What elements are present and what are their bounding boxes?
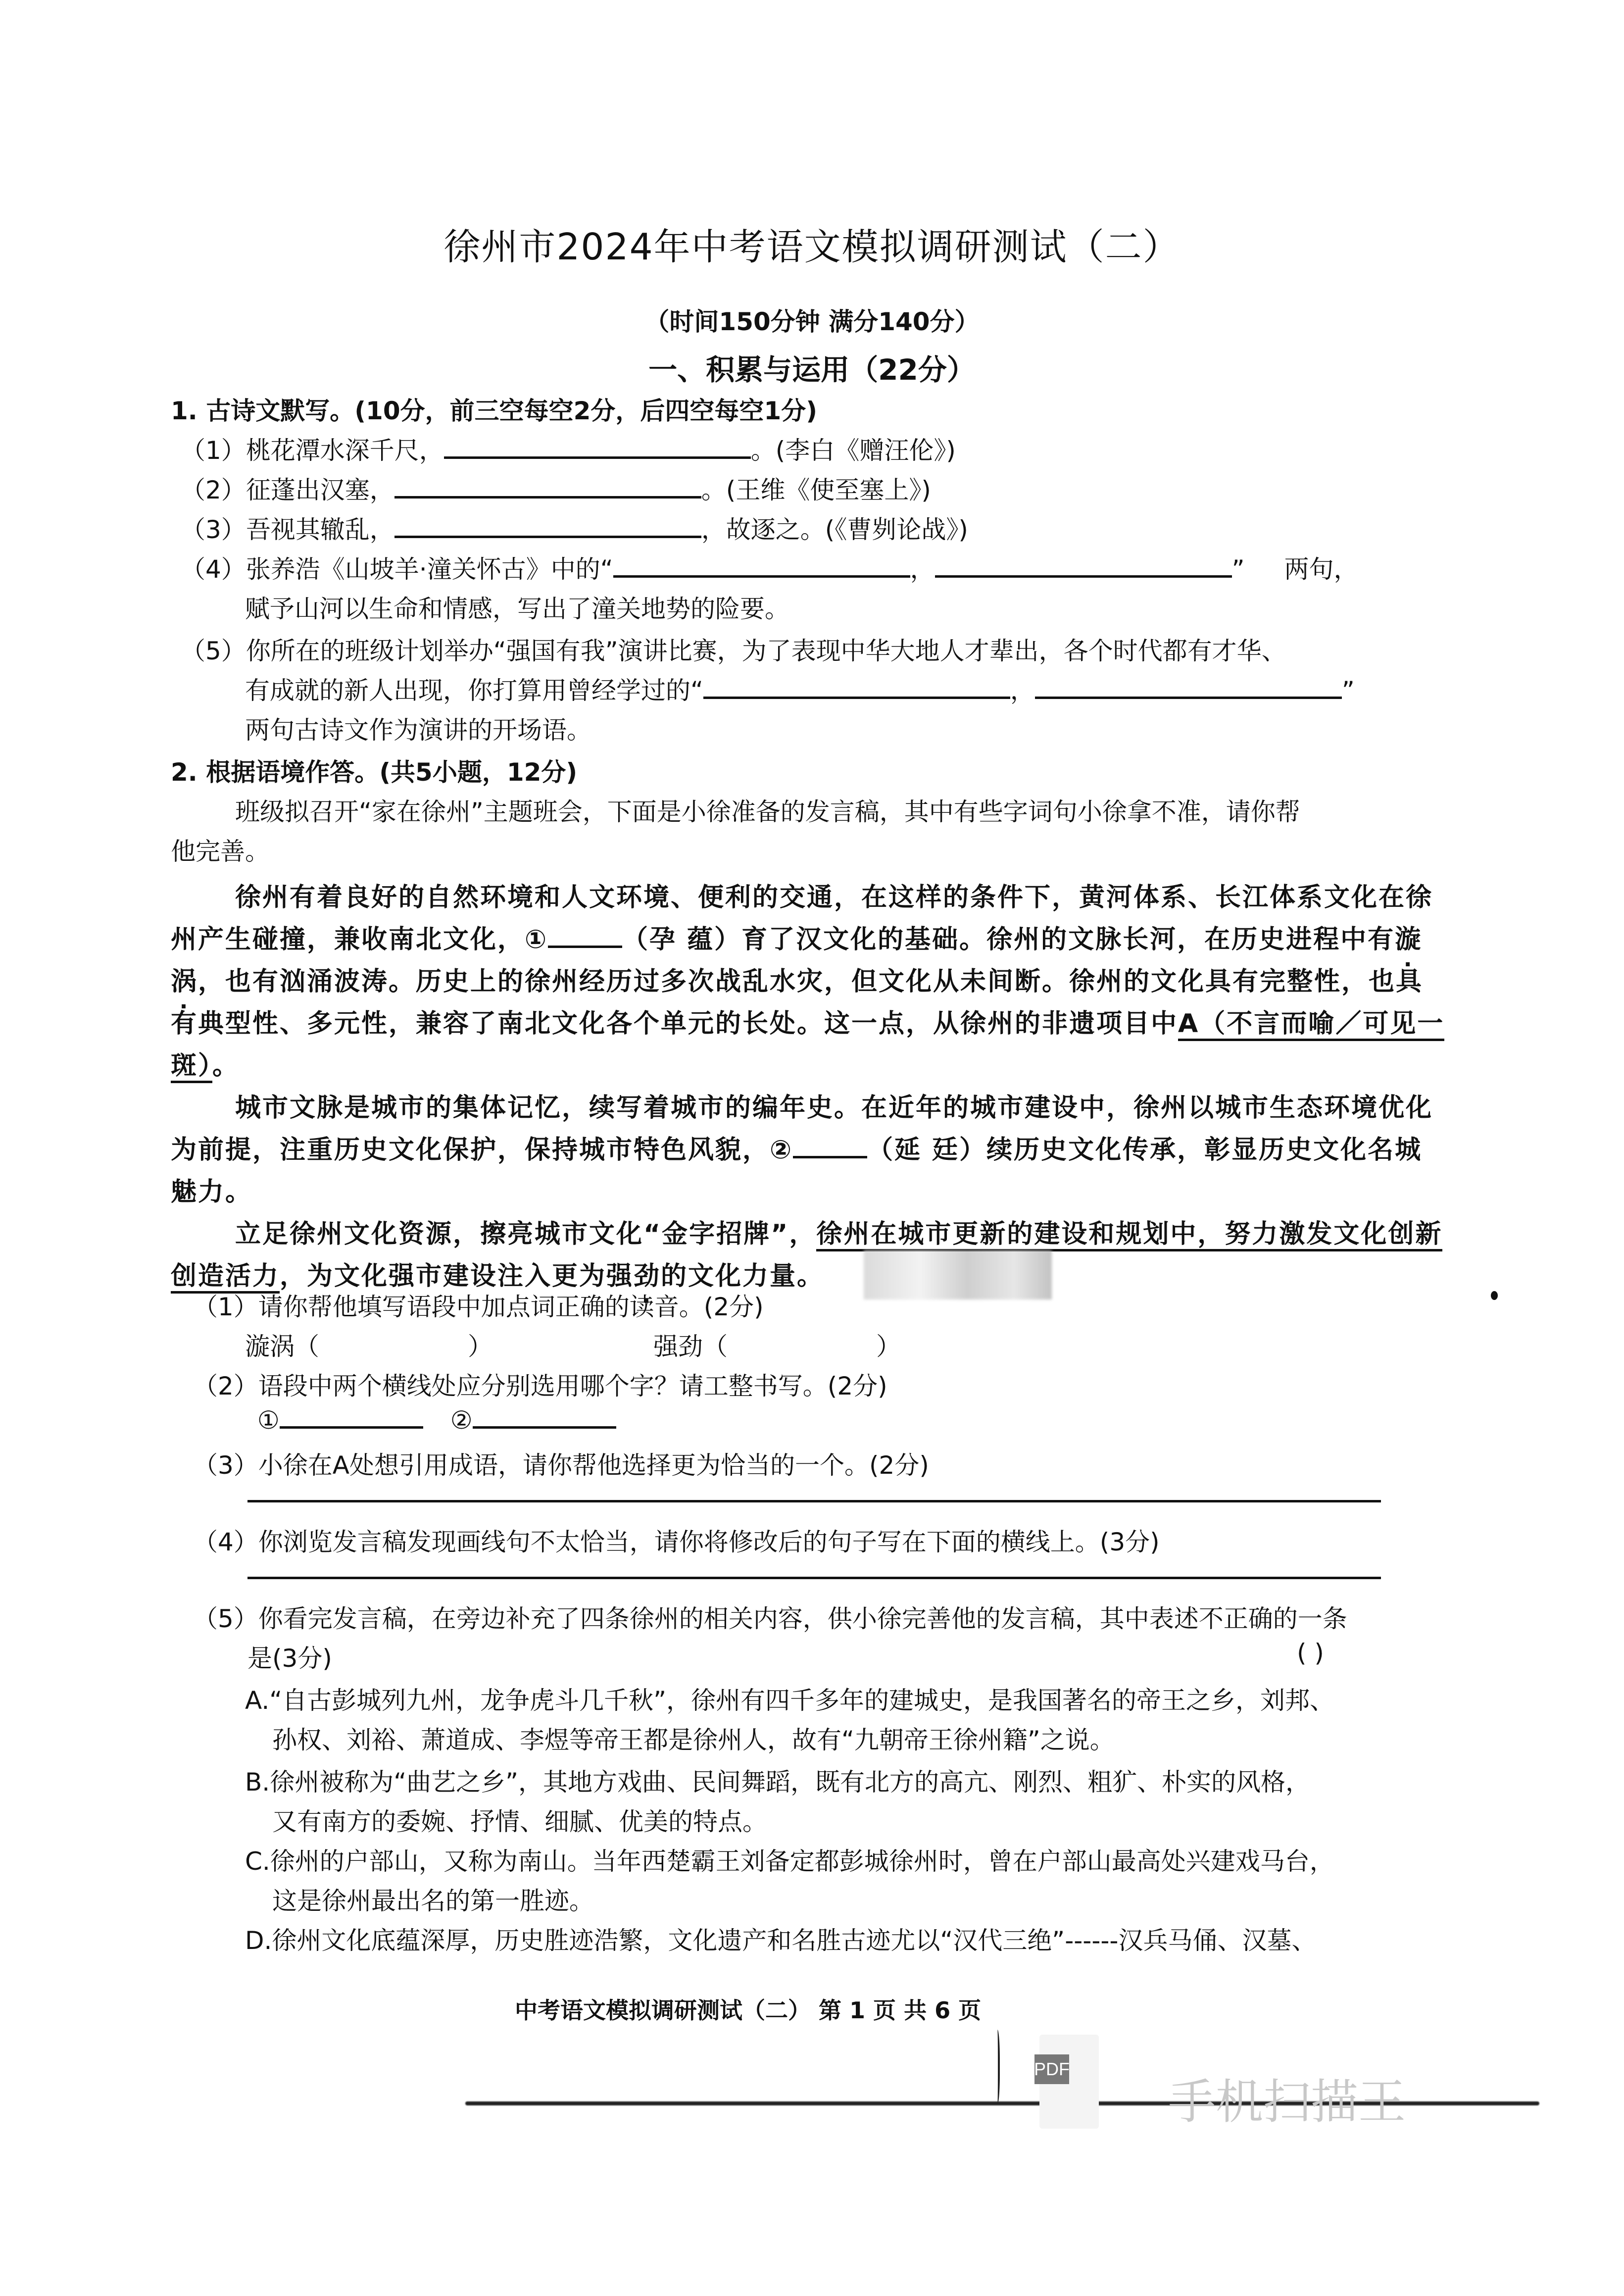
scan-fold-mark [994,2030,1000,2104]
underlined-choice: 斑） [171,1051,212,1083]
page-footer: 中考语文模拟调研测试（二） 第 1 页 共 6 页 [515,1997,982,2024]
passage-text: 。 [212,1051,240,1081]
passage-p2-l2 [171,1129,1422,1166]
quote-close: ” [1231,555,1245,584]
option-b: B.徐州被称为“曲艺之乡”，其地方戏曲、民间舞蹈，既有北方的高亢、刚烈、粗犷、朴实的风格， [245,1768,1310,1797]
underlined-sentence: 创造活力 [171,1261,280,1294]
q1-item-4-cont: 赋予山河以生命和情感，写出了潼关地势的险要。 [245,595,789,623]
item-number: （2） [181,476,246,504]
q1-item-2 [181,470,931,506]
passage-p1-l3 [171,960,1423,998]
passage-text: 立足徐州文化资源，擦亮城市文化“金字招牌”， [235,1219,817,1249]
answer-line-sub3[interactable] [247,1500,1381,1502]
passage-text: 的文化力量。 [661,1261,825,1291]
option-c: C.徐州的户部山，又称为南山。当年西楚霸王刘备定都彭城徐州时，曾在户部山最高处兴建戏马台， [245,1847,1334,1876]
answer-blank[interactable] [935,555,1232,578]
item-text: 吾视其辙乱， [246,515,394,544]
answer-label: 漩涡（ [245,1332,319,1361]
passage-text: （延 廷）续历史文化传承，彰显历史文化名城 [867,1135,1423,1165]
item-text: 你所在的班级计划举办“强国有我”演讲比赛，为了表现中华大地人才辈出，各个时代都有才华、 [246,637,1286,665]
separator: ， [1010,676,1035,705]
q2-sub1-answer-a [245,1327,492,1362]
q1-item-5-line3: 两句古诗文作为演讲的开场语。 [245,716,591,745]
exam-subtitle: （时间150分钟 满分140分） [644,307,980,336]
q1-item-5-line2 [245,671,1355,706]
dotted-char: 漩 [1395,925,1423,954]
exam-title: 徐州市2024年中考语文模拟调研测试（二） [443,226,1181,268]
dotted-char: 涡 [171,967,198,997]
passage-p3-l2 [171,1255,824,1292]
answer-blank[interactable] [394,476,701,499]
q2-sub5: （5）你看完发言稿，在旁边补充了四条徐州的相关内容，供小徐完善他的发言稿，其中表述不正确的一条 [193,1604,1347,1633]
pdf-badge-icon: PDF [1034,2054,1069,2084]
option-a: A.“自古彭城列九州，龙争虎斗几千秋”，徐州有四千多年的建城史，是我国著名的帝王之乡，刘邦、 [245,1686,1335,1715]
item-number: （1） [181,436,246,465]
underlined-sentence: 徐州在城市更新的建设和规划中，努力激发文化创新 [816,1219,1442,1251]
q1-item-4 [181,549,1359,585]
q2-sub1-answer-b [653,1327,901,1362]
answer-blank[interactable] [444,437,751,459]
passage-text: （孕 蕴）育了汉文化的基础。徐州的文脉长河，在历史进程中有 [622,925,1395,954]
answer-label: ① [257,1406,280,1435]
q2-sub5-line2: 是(3分) [247,1644,332,1673]
q2-intro-line2: 他完善。 [171,837,270,866]
answer-blank[interactable] [613,555,910,578]
passage-p1-l1: 徐州有着良好的自然环境和人文环境、便利的交通，在这样的条件下，黄河体系、长江体系文化在徐 [235,883,1433,912]
dotted-char: 劲 [634,1261,661,1291]
item-text: 征蓬出汉塞， [246,476,394,504]
passage-p1-l5 [171,1045,240,1082]
answer-label: ② [450,1406,473,1435]
q2-sub3: （3）小徐在A处想引用成语，请你帮他选择更为恰当的一个。(2分) [193,1451,929,1480]
answer-line-sub4[interactable] [247,1577,1381,1579]
scanner-watermark: 手机扫描王 [1168,2074,1406,2130]
option-a-cont: 孙权、刘裕、萧道成、李煜等帝王都是徐州人，故有“九朝帝王徐州籍”之说。 [272,1726,1115,1754]
item-text: 张养浩《山坡羊·潼关怀古》中的“ [246,555,613,584]
passage-p2-l1: 城市文脉是城市的集体记忆，续写着城市的编年史。在近年的城市建设中，徐州以城市生态环境优化 [235,1093,1433,1123]
item-text: 桃花潭水深千尺， [246,436,444,465]
q1-heading: 1. 古诗文默写。(10分，前三空每空2分，后四空每空1分) [171,397,818,425]
q2-sub1: （1）请你帮他填写语段中加点词正确的读音。(2分) [193,1293,764,1321]
item-number: （4） [181,555,246,584]
item-source: 。(王维《使至塞上》) [701,476,931,504]
choice-answer-bracket[interactable]: ( ) [1297,1639,1324,1667]
answer-blank[interactable] [1035,677,1342,699]
q2-sub2-answers [257,1406,616,1435]
item-number: （5） [181,637,246,665]
passage-p2-l3: 魅力。 [171,1177,253,1207]
q2-heading: 2. 根据语境作答。(共5小题，12分) [171,758,578,787]
section-title: 一、积累与运用（22分） [648,353,976,387]
passage-text: ，也有汹涌波涛。历史上的徐州经历过多次战乱水灾，但文化从未间断。徐州的文化具有完整性，也具 [198,967,1424,997]
answer-close: ） [468,1332,492,1361]
q2-intro-line1: 班级拟召开“家在徐州”主题班会，下面是小徐准备的发言稿，其中有些字词句小徐拿不准，请你帮 [235,798,1300,826]
fill-blank-1[interactable] [548,926,622,948]
passage-text: 为前提，注重历史文化保护，保持城市特色风貌，② [171,1135,793,1165]
passage-text: 有典型性、多元性，兼容了南北文化各个单元的长处。这一点，从徐州的非遗项目中 [171,1009,1179,1039]
item-tail: 两句， [1284,555,1359,584]
q1-item-1 [181,431,956,466]
answer-blank[interactable] [394,516,701,538]
passage-text: 州产生碰撞，兼收南北文化，① [171,925,548,954]
underlined-choice: A（不言而喻／可见一 [1178,1009,1444,1041]
answer-blank[interactable] [703,677,1010,699]
q2-sub2: （2）语段中两个横线处应分别选用哪个字？请工整书写。(2分) [193,1372,887,1400]
passage-p1-l4 [171,1002,1444,1040]
passage-text: ，为文化强市建设注入更为强 [280,1261,634,1291]
item-number: （3） [181,515,246,544]
item-source: ，故逐之。(《曹刿论战》) [701,515,968,544]
char-blank-1[interactable] [280,1406,423,1429]
option-b-cont: 又有南方的委婉、抒情、细腻、优美的特点。 [272,1807,767,1836]
q1-item-3 [181,510,968,546]
answer-label: 强劲（ [653,1332,728,1361]
quote-close: ” [1341,676,1355,705]
scan-smudge [864,1250,1052,1299]
passage-p3-l1 [235,1213,1442,1250]
item-source: 。(李白《赠汪伦》) [750,436,956,465]
q1-item-5 [181,631,1286,667]
q2-sub4: （4）你浏览发言稿发现画线句不太恰当，请你将修改后的句子写在下面的横线上。(3分) [193,1528,1160,1556]
passage-p1-l2 [171,918,1422,955]
option-c-cont: 这是徐州最出名的第一胜迹。 [272,1887,594,1915]
scan-speck [1491,1291,1498,1300]
fill-blank-2[interactable] [793,1136,867,1158]
item-text: 有成就的新人出现，你打算用曾经学过的“ [245,676,703,705]
answer-close: ） [876,1332,901,1361]
char-blank-2[interactable] [473,1406,616,1429]
separator: ， [910,555,935,584]
option-d: D.徐州文化底蕴深厚，历史胜迹浩繁，文化遗产和名胜古迹尤以“汉代三绝”------汉兵马俑、汉墓、 [245,1926,1317,1955]
